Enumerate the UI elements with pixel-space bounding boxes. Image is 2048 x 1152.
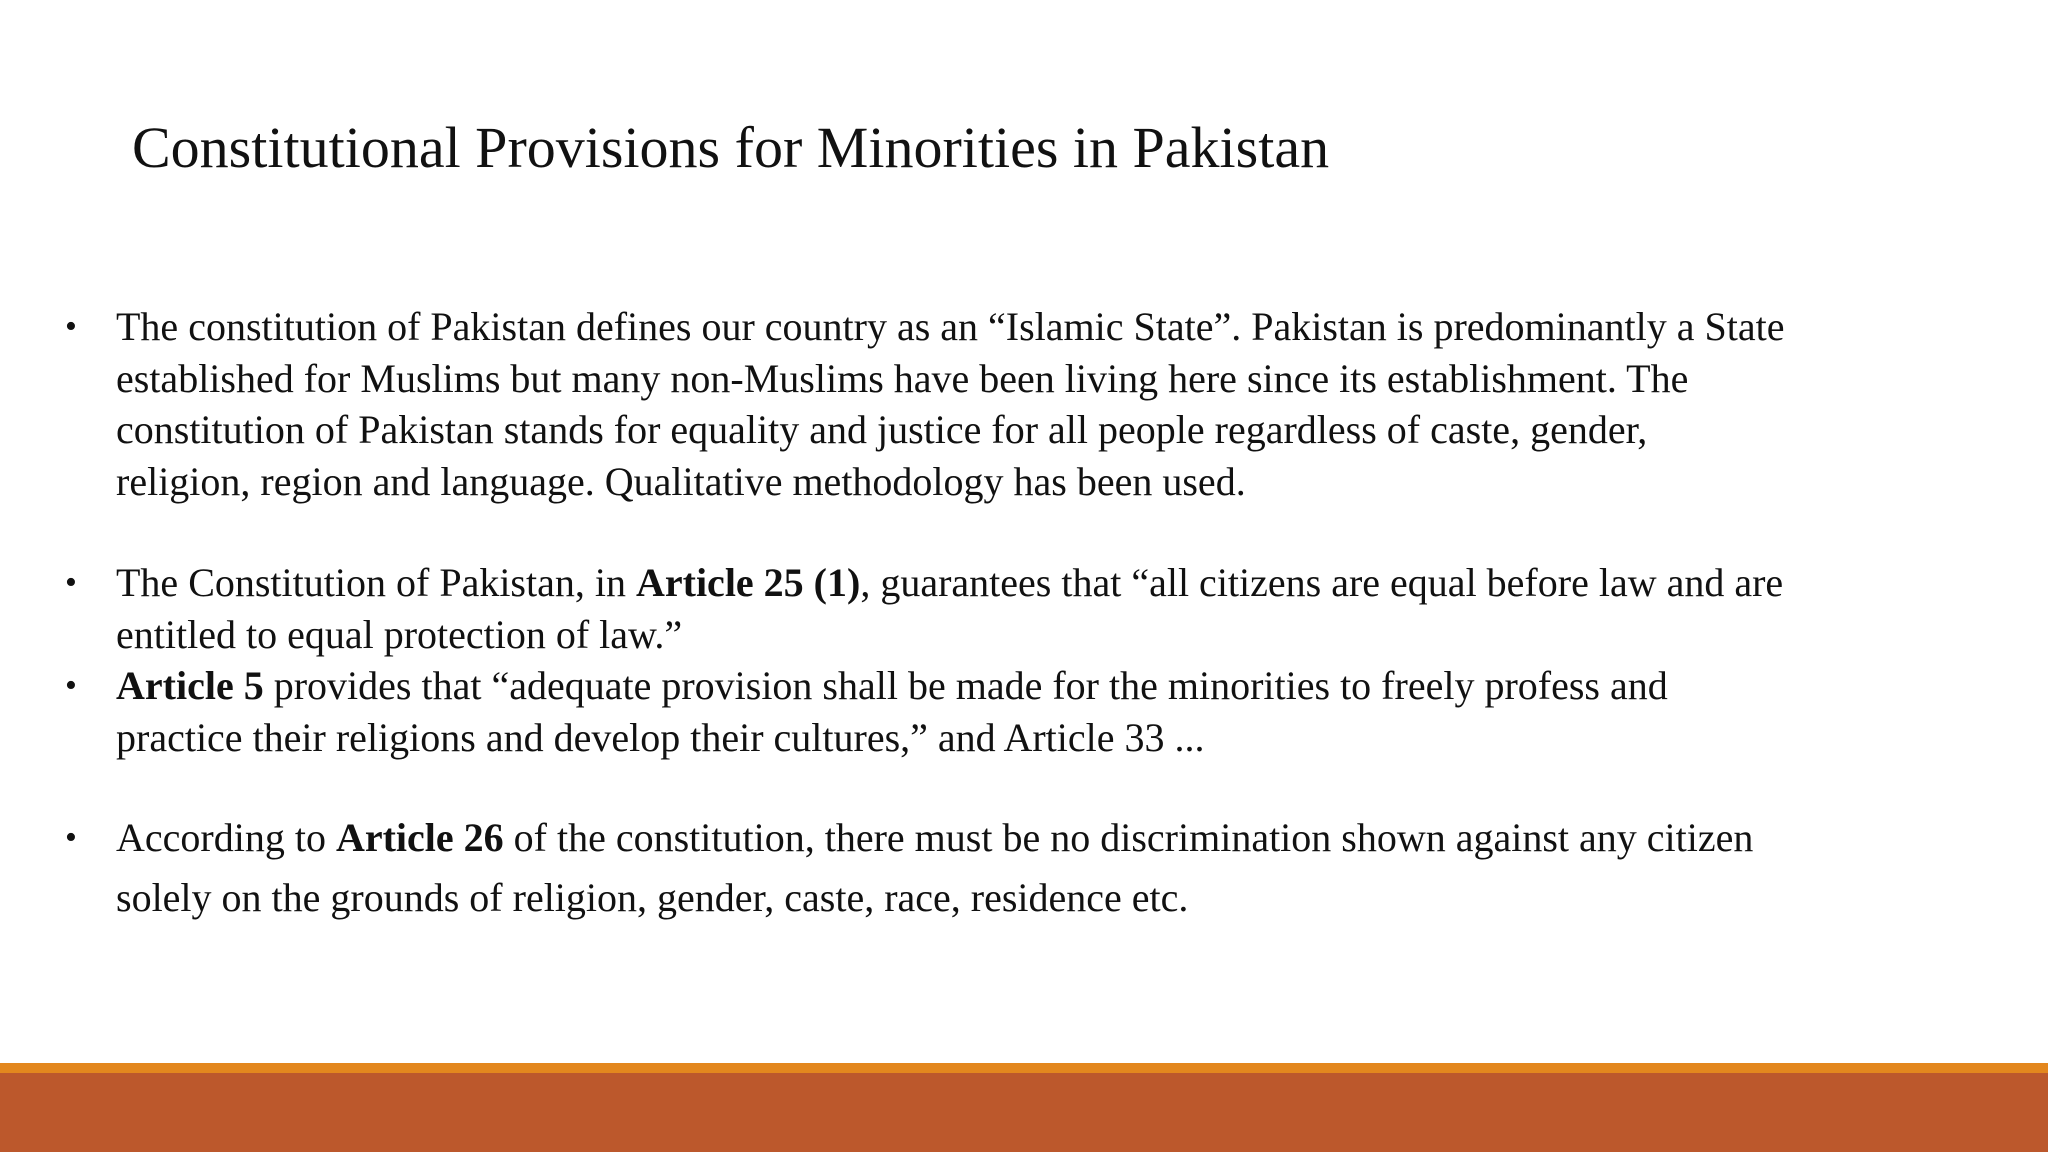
bullet-3-article-ref: Article 5 <box>116 663 264 708</box>
bullet-3-line-2: practice their religions and develop their cultures,” and Article 33 ... <box>116 714 1205 760</box>
bullet-1-line-1: The constitution of Pakistan defines our country as an “Islamic State”. Pakistan is predominantly a State <box>116 304 1785 349</box>
bullet-item-3 <box>65 660 1916 763</box>
bullet-2-line-2: entitled to equal protection of law.” <box>116 611 683 657</box>
bullet-2-text-post: , guarantees that “all citizens are equal before law and are <box>860 560 1784 605</box>
bullet-1-line-4: religion, region and language. Qualitative methodology has been used. <box>116 458 1246 504</box>
bullet-1-line-2: established for Muslims but many non-Muslims have been living here since its establishment. The <box>116 355 1689 401</box>
bullet-dot-icon: • <box>65 308 77 345</box>
bullet-item-4 <box>65 812 1916 923</box>
bullet-2-line-1 <box>116 557 1916 609</box>
bullet-2-text-pre: The Constitution of Pakistan, in <box>116 560 636 605</box>
bullet-4-article-ref: Article 26 <box>335 815 504 860</box>
bullet-2-article-ref: Article 25 (1) <box>635 560 861 605</box>
bullet-4-text-pre: According to <box>116 815 336 860</box>
bullet-4-line-1 <box>116 812 1916 864</box>
footer-bar <box>0 1073 2048 1152</box>
bullet-dot-icon: • <box>65 819 77 856</box>
slide-title: Constitutional Provisions for Minorities in Pakistan <box>132 115 1330 180</box>
footer-accent-stripe <box>0 1063 2048 1073</box>
bullet-4-text-post: of the constitution, there must be no discrimination shown against any citizen <box>503 815 1754 860</box>
bullet-1-line-3: constitution of Pakistan stands for equality and justice for all people regardless of caste, gender, <box>116 407 1648 452</box>
bullet-3-text-post: provides that “adequate provision shall be made for the minorities to freely profess and <box>263 663 1668 708</box>
bullet-dot-icon: • <box>65 667 77 704</box>
bullet-item-2 <box>65 557 1916 660</box>
bullet-item-1 <box>65 301 1916 507</box>
bullet-dot-icon: • <box>65 564 77 601</box>
bullet-4-line-2: solely on the grounds of religion, gender, caste, race, residence etc. <box>116 874 1189 920</box>
bullet-3-line-1 <box>116 660 1916 712</box>
